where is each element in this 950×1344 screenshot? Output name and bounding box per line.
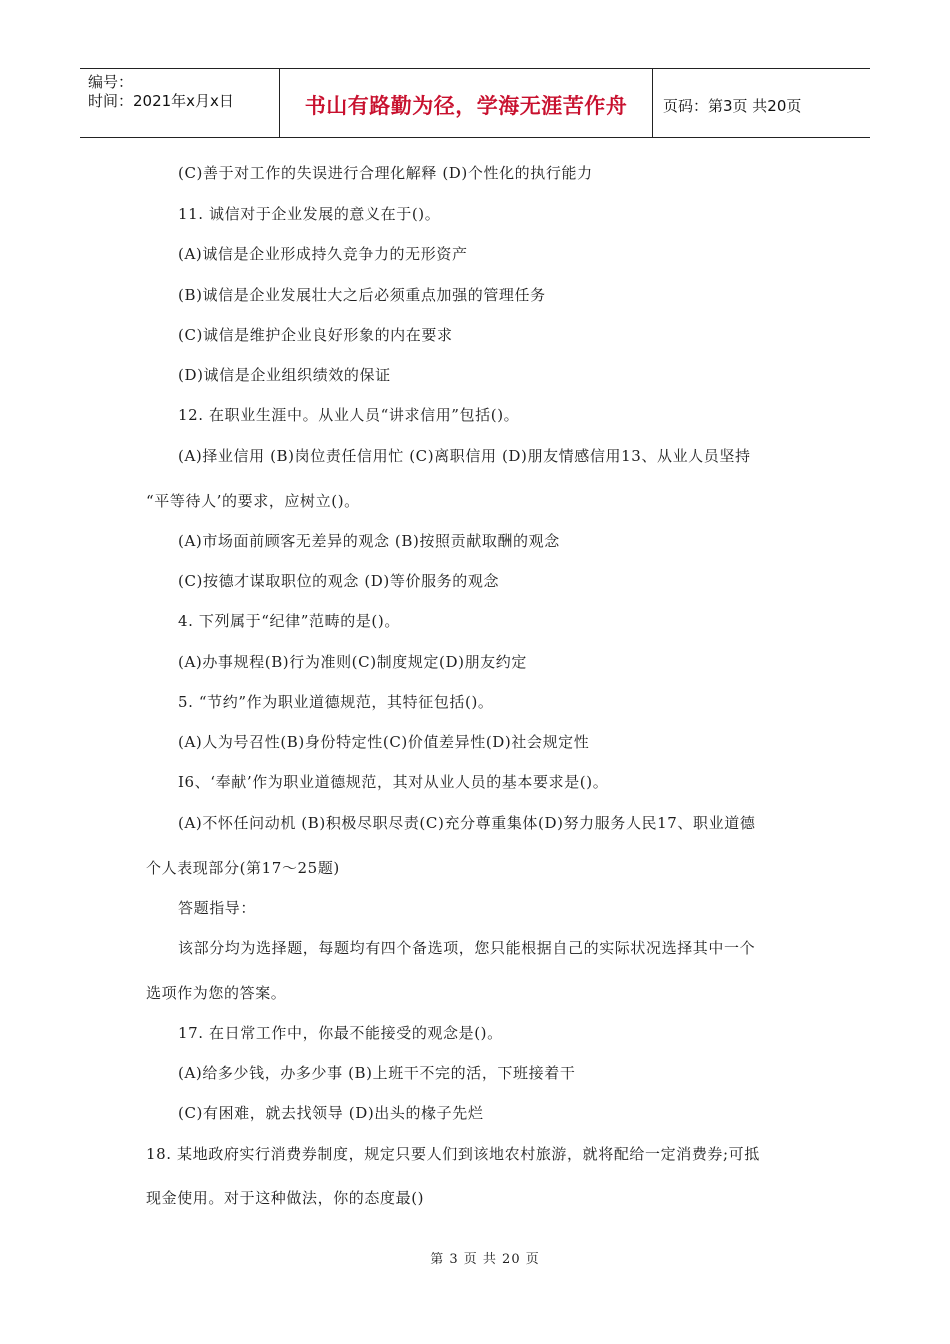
option-line: (A)办事规程(B)行为准则(C)制度规定(D)朋友约定: [178, 653, 527, 671]
page-header: [80, 68, 870, 138]
doc-number-label: 编号：: [88, 73, 134, 91]
header-meta: [80, 69, 280, 137]
question-5: 5. “节约”作为职业道德规范，其特征包括()。: [178, 693, 494, 711]
option-line: (D)诚信是企业组织绩效的保证: [178, 366, 391, 384]
instructions-text: 选项作为您的答案。: [146, 984, 287, 1002]
question-17: 17. 在日常工作中，你最不能接受的观念是()。: [178, 1024, 503, 1042]
option-line: (A)诚信是企业形成持久竞争力的无形资产: [178, 245, 468, 263]
option-line: (C)有困难，就去找领导 (D)出头的椽子先烂: [178, 1104, 484, 1122]
text-line: “平等待人’的要求，应树立()。: [146, 492, 360, 510]
header-page-label: 页码：第3页 共20页: [663, 96, 802, 115]
question-18: 18. 某地政府实行消费券制度，规定只要人们到该地农村旅游，就将配给一定消费券;可抵: [146, 1145, 760, 1163]
option-line: (C)诚信是维护企业良好形象的内在要求: [178, 326, 453, 344]
section-title: 个人表现部分(第17～25题): [146, 859, 340, 877]
text-line: 现金使用。对于这种做法，你的态度最(): [146, 1189, 425, 1207]
instructions-heading: 答题指导：: [178, 899, 257, 917]
doc-time-label: 时间：2021年x月x日: [88, 92, 234, 110]
option-line: (A)人为号召性(B)身份特定性(C)价值差异性(D)社会规定性: [178, 733, 590, 751]
option-line: (A)择业信用 (B)岗位责任信用忙 (C)离职信用 (D)朋友情感信用13、从业人员坚持: [178, 447, 751, 465]
instructions-text: 该部分均为选择题，每题均有四个备选项，您只能根据自己的实际状况选择其中一个: [178, 939, 756, 957]
header-motto: 书山有路勤为径，学海无涯苦作舟: [280, 69, 653, 137]
question-4: 4. 下列属于“纪律”范畴的是()。: [178, 612, 400, 630]
option-line: (A)给多少钱，办多少事 (B)上班干不完的活，下班接着干: [178, 1064, 576, 1082]
question-12: 12. 在职业生涯中。从业人员“讲求信用”包括()。: [178, 406, 520, 424]
option-line: (A)市场面前顾客无差异的观念 (B)按照贡献取酬的观念: [178, 532, 560, 550]
page-footer: 第 3 页 共 20 页: [430, 1252, 540, 1267]
option-line: (B)诚信是企业发展壮大之后必须重点加强的管理任务: [178, 286, 546, 304]
question-11: 11. 诚信对于企业发展的意义在于()。: [178, 205, 441, 223]
option-line: (A)不怀任问动机 (B)积极尽职尽责(C)充分尊重集体(D)努力服务人民17、职业道德: [178, 814, 756, 832]
question-16: I6、‘奉献’作为职业道德规范，其对从业人员的基本要求是()。: [178, 773, 609, 791]
option-line: (C)按德才谋取职位的观念 (D)等价服务的观念: [178, 572, 500, 590]
text-line: (C)善于对工作的失误进行合理化解释 (D)个性化的执行能力: [178, 164, 593, 182]
